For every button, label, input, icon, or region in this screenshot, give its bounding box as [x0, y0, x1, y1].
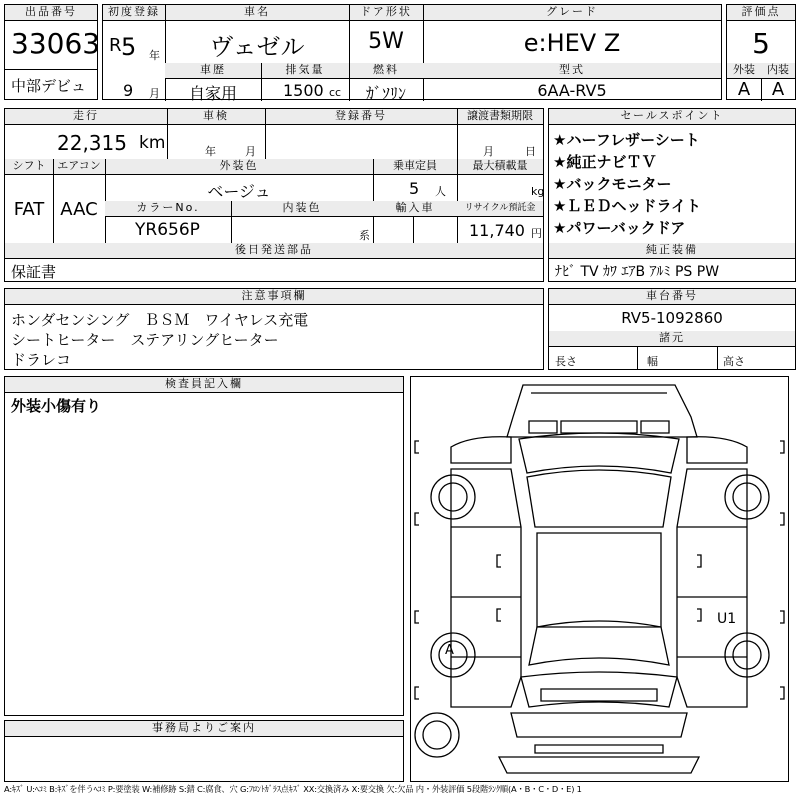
- mileage-label: 走行: [5, 109, 167, 125]
- equipment-label: 純正装備: [549, 243, 795, 259]
- fuel-value: ｶﾞｿﾘﾝ: [365, 84, 406, 103]
- model-value: 6AA-RV5: [537, 81, 607, 100]
- exterior-label: 外装: [727, 63, 761, 79]
- spec-box: [4, 108, 544, 282]
- car-diagram: [410, 376, 789, 782]
- reg-label: 初度登録: [103, 5, 165, 21]
- plate-label: 登録番号: [265, 109, 457, 125]
- chassis-label: 車台番号: [549, 289, 795, 305]
- recycle-unit: 円: [531, 227, 542, 240]
- office-label: 事務局よりご案内: [5, 721, 403, 737]
- month-value: 9: [123, 81, 134, 100]
- sales-item: ★パワーバックドア: [553, 219, 686, 237]
- length-label: 長さ: [555, 355, 577, 368]
- score-label: 評価点: [727, 5, 795, 21]
- height-label: 高さ: [723, 355, 745, 368]
- door-label: ドア形状: [349, 5, 423, 21]
- car-name-label: 車名: [165, 5, 349, 21]
- interior-value: A: [771, 79, 785, 100]
- dimensions-label: 諸元: [549, 331, 795, 347]
- notes-line: シートヒーター ステアリングヒーター: [11, 331, 279, 349]
- sales-item: ★ハーフレザーシート: [553, 131, 700, 149]
- door-value: 5W: [368, 29, 404, 54]
- mileage-unit: km: [139, 133, 166, 153]
- chassis-value: RV5-1092860: [621, 309, 723, 327]
- debut-note: 中部デビュ: [11, 77, 87, 95]
- lot-label: 出品番号: [5, 5, 97, 21]
- capacity-label: 乗車定員: [373, 159, 457, 175]
- color-label: 外装色: [105, 159, 373, 175]
- sales-label: セールスポイント: [549, 109, 795, 125]
- year-unit: 年: [149, 49, 160, 62]
- capacity-unit: 人: [435, 185, 446, 198]
- interior-color-label: 内装色: [231, 201, 373, 217]
- month-unit: 月: [149, 87, 160, 100]
- score-value: 5: [752, 27, 770, 60]
- width-label: 幅: [647, 355, 658, 368]
- interior-label: 内装: [761, 63, 795, 79]
- shift-label: シフト: [5, 159, 53, 175]
- later-parts-label: 後日発送部品: [5, 243, 543, 259]
- inspector-label: 検査員記入欄: [5, 377, 403, 393]
- notes-line: ドラレコ: [11, 351, 72, 369]
- mileage-value: 22,315: [57, 131, 127, 155]
- import-label: 輸入車: [373, 201, 457, 217]
- insp-year-unit: 年: [205, 145, 216, 158]
- damage-mark-a: A: [445, 643, 454, 658]
- lot-box: [4, 4, 101, 100]
- aircon-value: AAC: [60, 199, 98, 220]
- later-parts-value: 保証書: [11, 263, 57, 281]
- chassis-box: [548, 288, 796, 370]
- damage-legend: A:ｷｽﾞ U:ﾍｺﾐ B:ｷｽﾞを伴うﾍｺﾐ P:要塗装 W:補修跡 S:錆 C:腐食、穴 G:ﾌﾛﾝﾄｶﾞﾗｽ点ｷｽﾞ XX:交換済み X:要交換 欠:欠品 内・外装評価 5段階ﾗﾝｸ順(A・B・C・D・E) 1: [4, 784, 582, 794]
- displacement-label: 排気量: [261, 63, 349, 79]
- office-box: [4, 720, 404, 782]
- lot-number: 33063: [11, 27, 101, 60]
- inspection-label: 車検: [167, 109, 265, 125]
- model-label: 型式: [423, 63, 721, 79]
- grade-label: グレード: [423, 5, 721, 21]
- score-box: [726, 4, 796, 100]
- history-value: 自家用: [188, 84, 237, 103]
- sales-item: ★ＬＥＤヘッドライト: [553, 197, 701, 215]
- shift-value: FAT: [13, 199, 45, 220]
- car-outline: [411, 377, 788, 781]
- color-value: ベージュ: [207, 182, 271, 201]
- inspector-text: 外装小傷有り: [11, 397, 102, 415]
- damage-mark-u1: U1: [717, 611, 737, 627]
- sales-box: [548, 108, 796, 282]
- fuel-label: 燃料: [349, 63, 423, 79]
- aircon-label: エアコン: [53, 159, 105, 175]
- sales-item: ★バックモニター: [553, 175, 672, 193]
- car-name: ヴェゼル: [209, 33, 305, 61]
- transfer-label: 譲渡書類期限: [457, 109, 543, 125]
- notes-label: 注意事項欄: [5, 289, 543, 305]
- inspector-box: [4, 376, 404, 716]
- color-no-label: カラーNo.: [105, 201, 231, 217]
- recycle-label: リサイクル預託金: [457, 201, 543, 217]
- interior-color-unit: 系: [359, 229, 370, 242]
- recycle-value: 11,740: [469, 221, 525, 240]
- load-label: 最大積載量: [457, 159, 543, 175]
- displacement-unit: cc: [329, 86, 342, 99]
- grade-value: e:HEV Z: [523, 29, 621, 57]
- era-letter: R: [109, 35, 122, 56]
- notes-line: ホンダセンシング ＢＳＭ ワイヤレス充電: [11, 311, 309, 329]
- transfer-day-unit: 日: [525, 145, 536, 158]
- header-box: [102, 4, 722, 103]
- load-unit: kg: [531, 185, 545, 198]
- insp-month-unit: 月: [245, 145, 256, 158]
- notes-box: [4, 288, 544, 370]
- capacity-value: 5: [409, 179, 420, 198]
- displacement-value: 1500: [283, 81, 324, 100]
- transfer-month-unit: 月: [483, 145, 494, 158]
- color-no-value: YR656P: [135, 220, 200, 240]
- equipment-value: ﾅﾋﾞ TV ｶﾜ ｴｱB ｱﾙﾐ PS PW: [555, 264, 720, 280]
- exterior-value: A: [737, 79, 751, 100]
- year-value: 5: [121, 33, 137, 61]
- history-label: 車歴: [165, 63, 261, 79]
- sales-item: ★純正ナビＴＶ: [553, 153, 657, 171]
